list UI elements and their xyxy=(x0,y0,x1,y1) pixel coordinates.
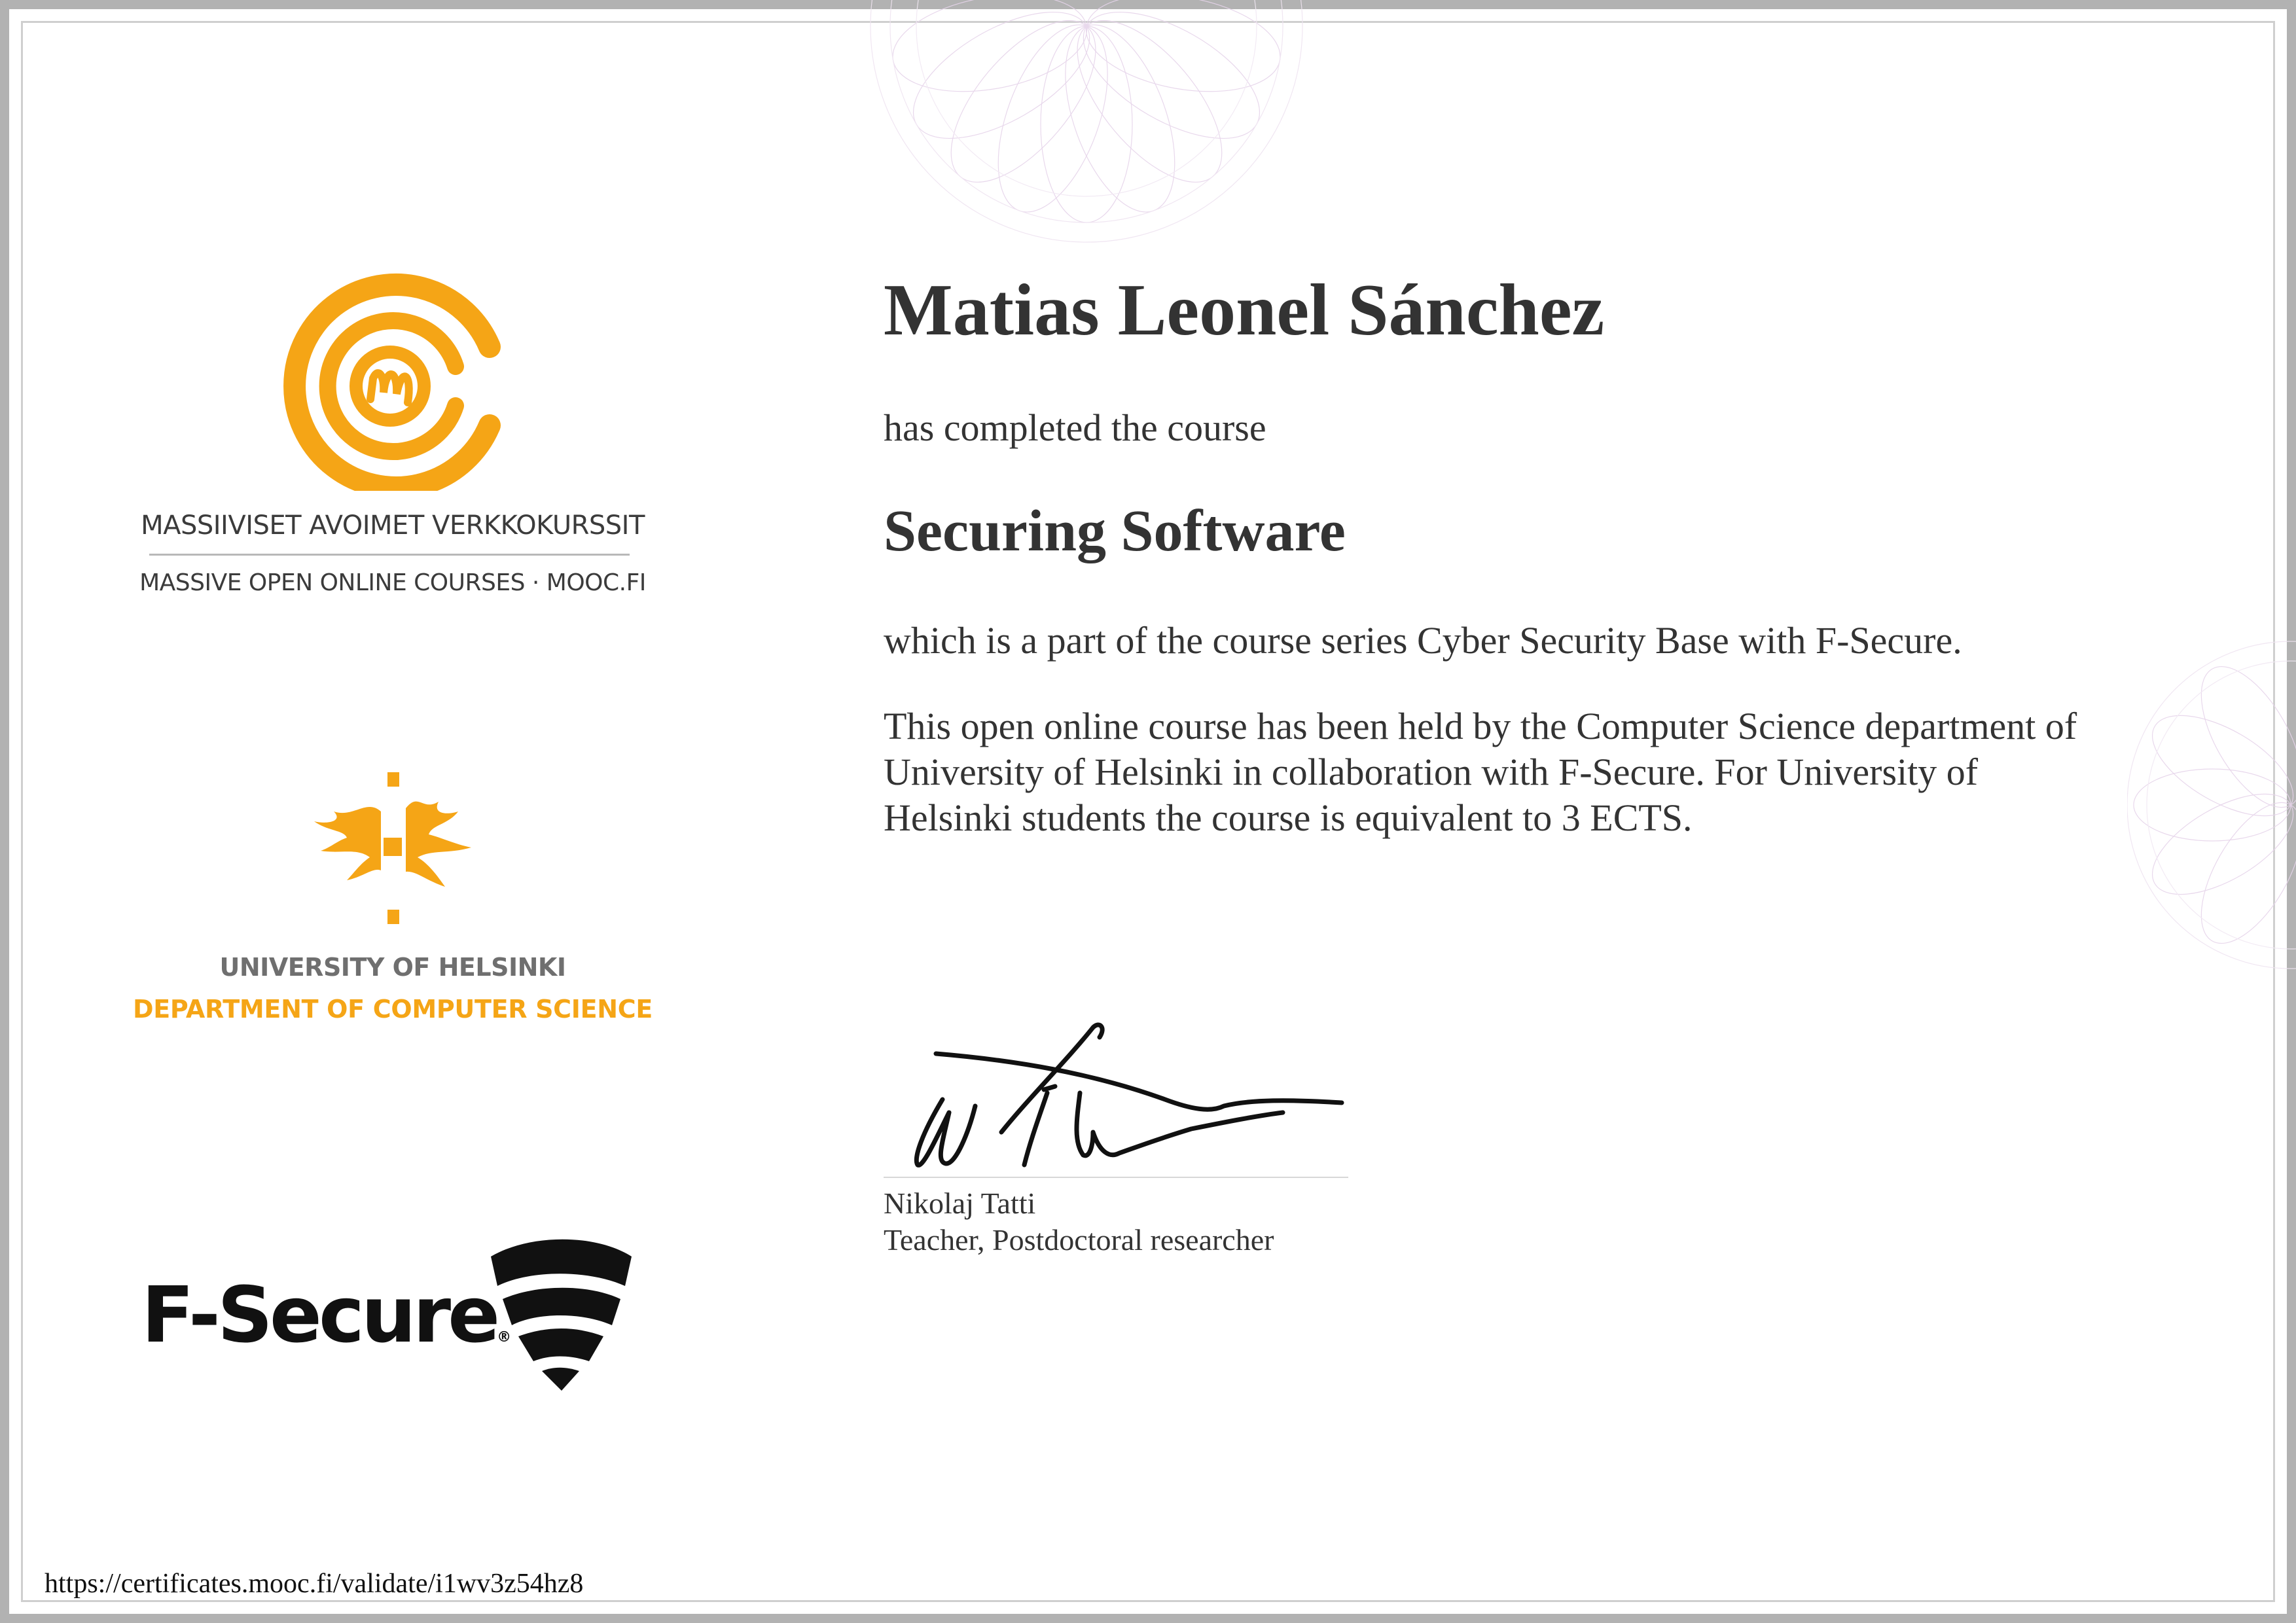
fsecure-wordmark-text: F-Secure xyxy=(141,1270,497,1360)
signature-line xyxy=(884,1177,1348,1178)
recipient-name: Matias Leonel Sánchez xyxy=(884,270,1605,351)
course-series-statement: which is a part of the course series Cyber Security Base with F-Secure. xyxy=(884,619,1962,662)
mooc-logo-icon xyxy=(274,268,509,491)
fsecure-logo xyxy=(131,1237,655,1400)
mooc-divider xyxy=(149,554,630,556)
university-name: UNIVERSITY OF HELSINKI xyxy=(219,953,566,982)
university-of-helsinki-logo xyxy=(131,759,655,1034)
course-title: Securing Software xyxy=(884,499,1346,563)
fsecure-shield-icon xyxy=(484,1237,635,1394)
guilloche-right-ornament xyxy=(2127,576,2296,1034)
handwritten-signature xyxy=(884,1001,1355,1185)
registered-mark: ® xyxy=(497,1329,512,1346)
mooc-logo xyxy=(131,262,655,615)
course-description: This open online course has been held by the Computer Science department of University of Helsinki in collaboration with F-Secure. For University of Helsinki students the course is equivalent to 3 ECTS. xyxy=(884,705,2077,839)
mooc-tagline-finnish: MASSIIVISET AVOIMET VERKKOKURSSIT xyxy=(141,510,645,541)
validation-url[interactable]: https://certificates.mooc.fi/validate/i1wv3z54hz8 xyxy=(45,1569,584,1599)
mooc-tagline-english: MASSIVE OPEN ONLINE COURSES · MOOC.FI xyxy=(139,569,646,596)
guilloche-top-ornament xyxy=(831,0,1342,262)
department-name: DEPARTMENT OF COMPUTER SCIENCE xyxy=(132,995,653,1024)
signer-name: Nikolaj Tatti xyxy=(884,1186,1036,1220)
fsecure-wordmark xyxy=(141,1270,511,1360)
signer-title: Teacher, Postdoctoral researcher xyxy=(884,1223,1274,1257)
completion-statement: has completed the course xyxy=(884,406,1266,449)
flame-torch-icon xyxy=(308,772,478,929)
